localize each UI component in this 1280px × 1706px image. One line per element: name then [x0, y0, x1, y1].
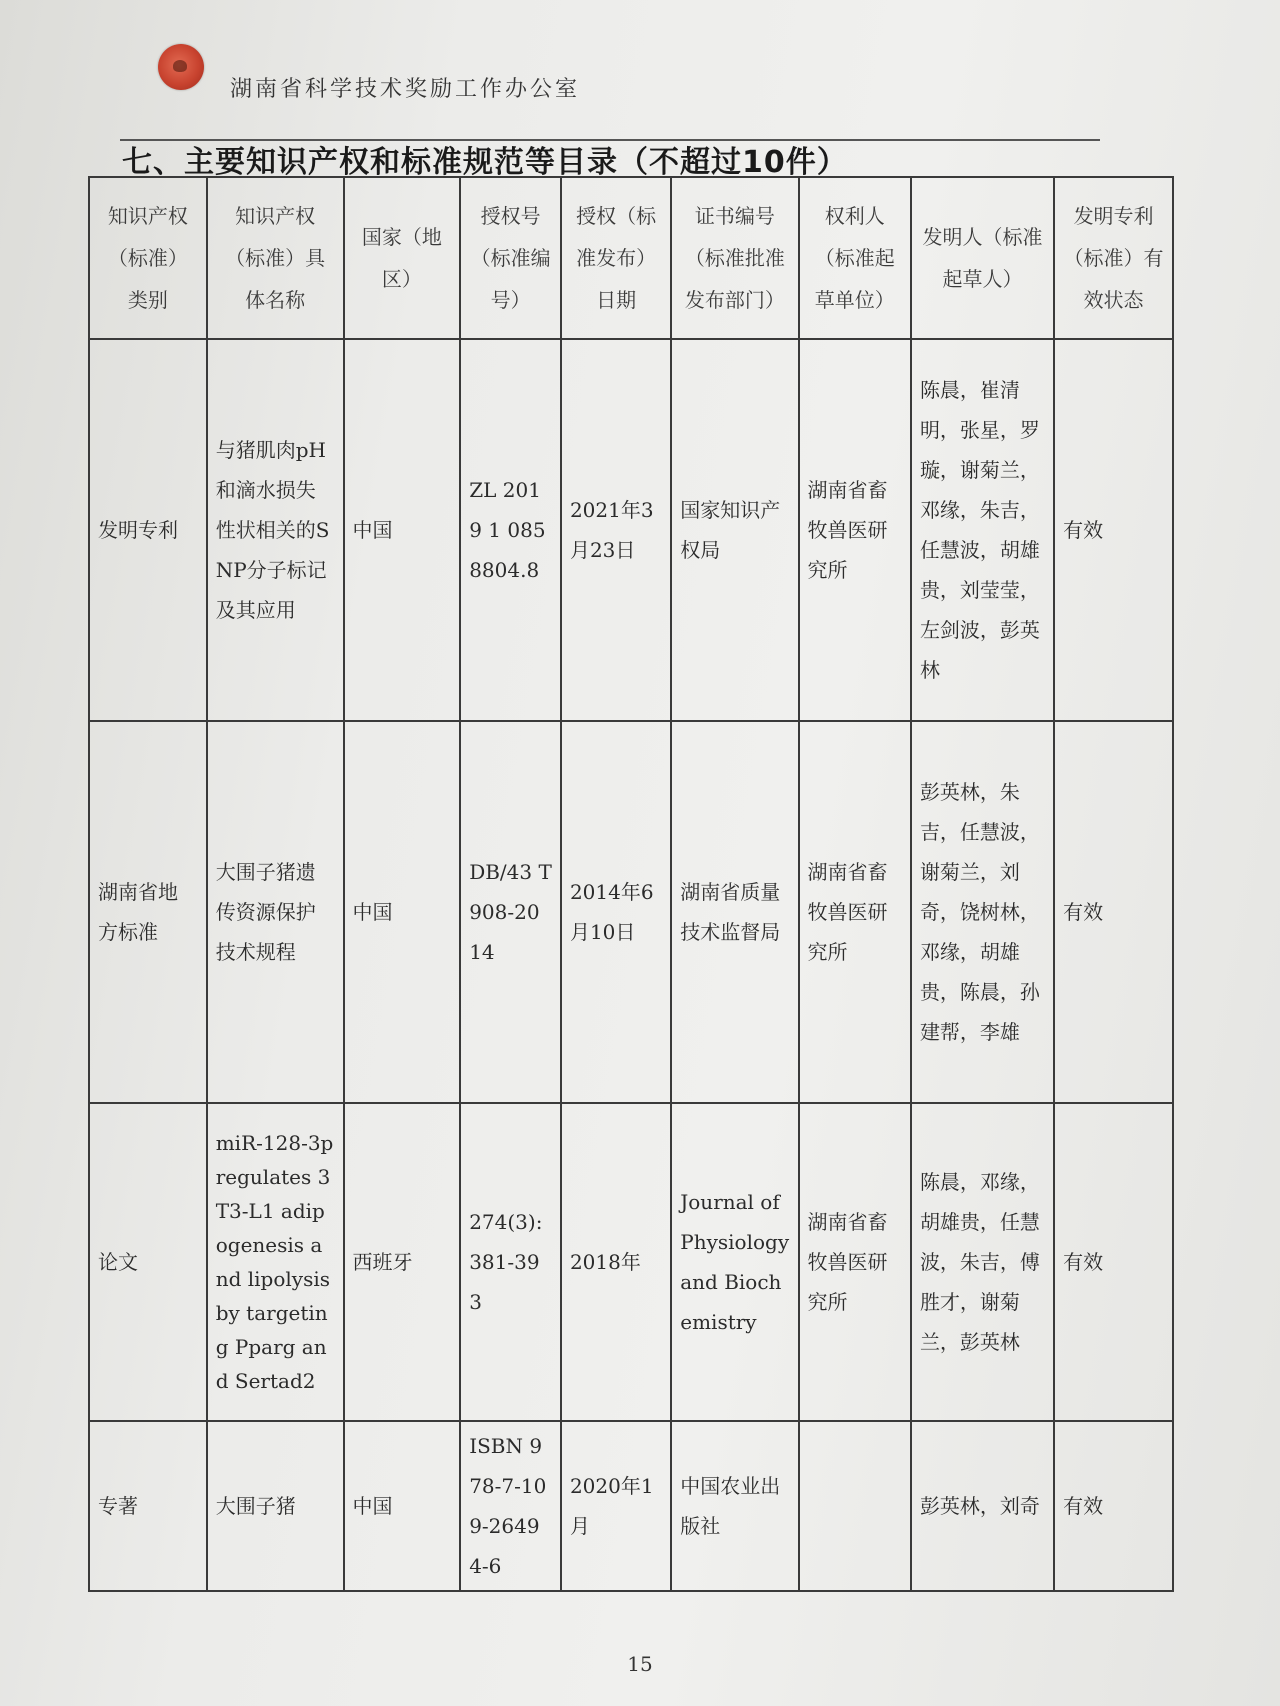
cell-number: ZL 2019 1 0858804.8 — [460, 339, 561, 721]
cell-category: 论文 — [89, 1103, 207, 1421]
cell-date: 2020年1月 — [561, 1421, 671, 1591]
cell-inventors: 陈晨，崔清明，张星，罗璇，谢菊兰，邓缘，朱吉，任慧波，胡雄贵，刘莹莹，左剑波，彭英林 — [911, 339, 1054, 721]
page-number: 15 — [627, 1652, 653, 1676]
cell-holder: 湖南省畜牧兽医研究所 — [799, 1103, 911, 1421]
cell-category: 湖南省地方标准 — [89, 721, 207, 1103]
cell-date: 2014年6月10日 — [561, 721, 671, 1103]
cell-number: 274(3): 381-393 — [460, 1103, 561, 1421]
cell-country: 西班牙 — [344, 1103, 461, 1421]
column-header: 国家（地区） — [344, 177, 461, 339]
cell-status: 有效 — [1054, 1421, 1173, 1591]
cell-status: 有效 — [1054, 339, 1173, 721]
table-row — [89, 1421, 1173, 1591]
table-row — [89, 1103, 1173, 1421]
table-row — [89, 721, 1173, 1103]
cell-country: 中国 — [344, 721, 461, 1103]
column-header: 知识产权（标准）具体名称 — [207, 177, 344, 339]
cell-inventors: 彭英林，朱吉，任慧波，谢菊兰，刘奇，饶树林，邓缘，胡雄贵，陈晨，孙建帮，李雄 — [911, 721, 1054, 1103]
cell-inventors: 陈晨，邓缘，胡雄贵，任慧波，朱吉，傅胜才，谢菊兰，彭英林 — [911, 1103, 1054, 1421]
cell-name: 与猪肌肉pH和滴水损失性状相关的SNP分子标记及其应用 — [207, 339, 344, 721]
cell-country: 中国 — [344, 339, 461, 721]
column-header: 证书编号（标准批准发布部门） — [671, 177, 798, 339]
column-header: 发明专利（标准）有效状态 — [1054, 177, 1173, 339]
cell-date: 2018年 — [561, 1103, 671, 1421]
cell-status: 有效 — [1054, 1103, 1173, 1421]
column-header: 发明人（标准起草人） — [911, 177, 1054, 339]
ip-table — [88, 176, 1174, 1592]
column-header: 授权（标准发布）日期 — [561, 177, 671, 339]
office-name: 湖南省科学技术奖励工作办公室 — [230, 77, 581, 102]
cell-certificate: 国家知识产权局 — [671, 339, 798, 721]
cell-holder: 湖南省畜牧兽医研究所 — [799, 339, 911, 721]
cell-number: ISBN 978-7-109-26494-6 — [460, 1421, 561, 1591]
column-header: 权利人（标准起草单位） — [799, 177, 911, 339]
cell-category: 发明专利 — [89, 339, 207, 721]
section-title: 七、主要知识产权和标准规范等目录（不超过10件） — [122, 145, 848, 180]
column-header: 知识产权（标准）类别 — [89, 177, 207, 339]
cell-number: DB/43 T 908-2014 — [460, 721, 561, 1103]
cell-date: 2021年3月23日 — [561, 339, 671, 721]
cell-status: 有效 — [1054, 721, 1173, 1103]
cell-category: 专著 — [89, 1421, 207, 1591]
cell-name: 大围子猪遗传资源保护技术规程 — [207, 721, 344, 1103]
circular-emblem-icon — [158, 44, 204, 90]
cell-certificate: Journal of Physiology and Biochemistry — [671, 1103, 798, 1421]
cell-name: 大围子猪 — [207, 1421, 344, 1591]
cell-holder: 湖南省畜牧兽医研究所 — [799, 721, 911, 1103]
cell-country: 中国 — [344, 1421, 461, 1591]
table-header-row — [89, 177, 1173, 339]
cell-inventors: 彭英林，刘奇 — [911, 1421, 1054, 1591]
table-row — [89, 339, 1173, 721]
cell-certificate: 湖南省质量技术监督局 — [671, 721, 798, 1103]
cell-certificate: 中国农业出版社 — [671, 1421, 798, 1591]
cell-name: miR-128-3p regulates 3T3-L1 adipogenesis and lipolysis by targeting Pparg and Sertad2 — [207, 1103, 344, 1421]
column-header: 授权号（标准编号） — [460, 177, 561, 339]
cell-holder — [799, 1421, 911, 1591]
